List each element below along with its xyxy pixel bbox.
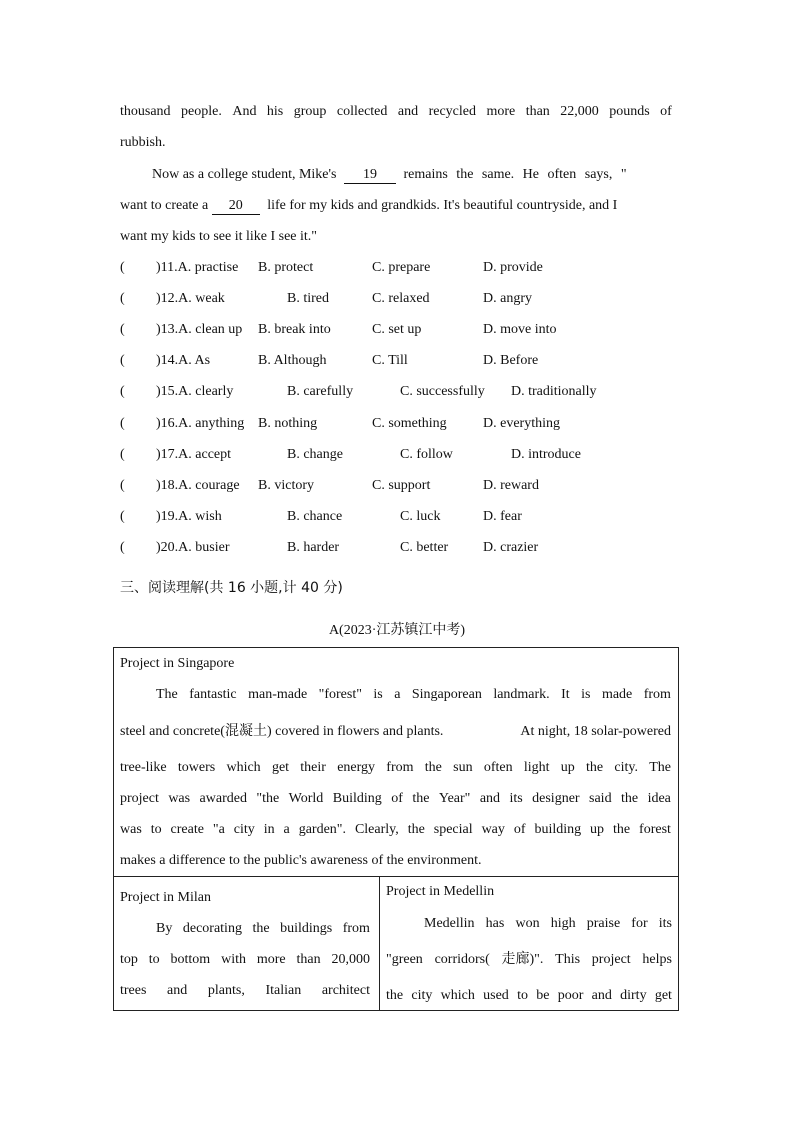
word: from bbox=[643, 687, 671, 702]
word: By bbox=[156, 921, 173, 936]
passage-text: life for my kids and grandkids. It's beautiful countryside, and I bbox=[267, 198, 618, 213]
word: forest bbox=[639, 822, 671, 837]
word: way bbox=[481, 822, 505, 837]
singapore-line bbox=[120, 821, 671, 839]
word: garden". bbox=[298, 822, 347, 837]
word: a bbox=[283, 822, 290, 837]
word: corridors( bbox=[434, 952, 490, 967]
option-d: D. everything bbox=[483, 415, 560, 431]
word: said bbox=[589, 791, 612, 806]
word: won bbox=[515, 916, 540, 931]
word: with bbox=[221, 952, 246, 967]
passage-line-1 bbox=[120, 103, 672, 121]
milan-title: Project in Milan bbox=[120, 890, 211, 905]
word: be bbox=[536, 988, 550, 1003]
option-d: D. crazier bbox=[483, 539, 539, 555]
word: steel and concrete(混凝土) covered in flowers and plants. bbox=[120, 724, 444, 739]
word: which bbox=[440, 988, 475, 1003]
word: more bbox=[256, 952, 286, 967]
word: the bbox=[424, 760, 442, 775]
section-heading: 三、阅读理解(共 16 小题,计 40 分) bbox=[120, 580, 343, 596]
word: in bbox=[263, 822, 275, 837]
word: their bbox=[300, 760, 326, 775]
option-c: C. follow bbox=[400, 446, 453, 462]
option-b: B. change bbox=[287, 446, 343, 462]
option-a: )20.A. busier bbox=[156, 539, 230, 555]
option-b: B. harder bbox=[287, 539, 340, 555]
milan-line bbox=[156, 920, 370, 938]
word: "the bbox=[256, 791, 280, 806]
word: "forest" bbox=[318, 687, 362, 702]
word: used bbox=[483, 988, 509, 1003]
passage-text: remains the same. He often says, " bbox=[403, 167, 627, 182]
option-c: C. Till bbox=[372, 353, 408, 369]
word: man-made bbox=[248, 687, 308, 702]
word: made bbox=[601, 687, 633, 702]
word: from bbox=[342, 921, 370, 936]
word: light bbox=[523, 760, 550, 775]
word: And bbox=[232, 104, 257, 119]
word: building bbox=[534, 822, 582, 837]
answer-paren: ( bbox=[120, 415, 125, 431]
word: to bbox=[517, 988, 528, 1003]
option-b: B. chance bbox=[287, 508, 343, 524]
option-b: B. nothing bbox=[258, 415, 318, 431]
answer-paren: ( bbox=[120, 446, 125, 462]
word: landmark. bbox=[493, 687, 550, 702]
blank-19: 19 bbox=[344, 167, 396, 184]
word: than bbox=[296, 952, 321, 967]
option-d: D. provide bbox=[483, 260, 543, 275]
word: create bbox=[170, 822, 204, 837]
word: praise bbox=[586, 916, 621, 931]
singapore-line bbox=[120, 790, 671, 808]
option-a: )16.A. anything bbox=[156, 415, 245, 431]
word: was bbox=[120, 822, 142, 837]
word: to bbox=[148, 952, 160, 967]
word: idea bbox=[647, 791, 671, 806]
word: often bbox=[483, 760, 513, 775]
option-c: C. prepare bbox=[372, 260, 431, 275]
word: people. bbox=[181, 104, 222, 119]
word: Singaporean bbox=[411, 687, 482, 702]
word: bottom bbox=[170, 952, 211, 967]
option-c: C. relaxed bbox=[372, 291, 430, 307]
answer-paren: ( bbox=[120, 539, 125, 555]
word: 走廊)". bbox=[501, 952, 544, 967]
word: city bbox=[411, 988, 433, 1003]
word: project bbox=[120, 791, 159, 806]
passage-line-2: rubbish. bbox=[120, 135, 166, 150]
milan-line bbox=[120, 982, 370, 1000]
word: The bbox=[156, 687, 178, 702]
word: up bbox=[560, 760, 575, 775]
word: city. bbox=[614, 760, 638, 775]
word: Medellin bbox=[424, 916, 475, 931]
word: of bbox=[391, 791, 403, 806]
option-b: B. Although bbox=[258, 353, 327, 369]
word: his bbox=[266, 104, 284, 119]
projects-table bbox=[113, 647, 679, 1011]
passage-text: want to create a bbox=[120, 198, 209, 213]
option-b: B. break into bbox=[258, 322, 331, 338]
word: plants, bbox=[207, 983, 245, 998]
option-c: C. better bbox=[400, 539, 449, 555]
option-b: B. protect bbox=[258, 260, 314, 275]
option-a: )11.A. practise bbox=[156, 260, 239, 275]
word: project bbox=[591, 952, 631, 967]
word: get bbox=[654, 988, 672, 1003]
option-a: )18.A. courage bbox=[156, 477, 240, 493]
word: tree-like bbox=[120, 760, 167, 775]
word: 22,000 bbox=[560, 104, 599, 119]
word: thousand bbox=[120, 104, 171, 119]
option-b: B. victory bbox=[258, 477, 314, 493]
option-a: )12.A. weak bbox=[156, 291, 225, 307]
word: trees bbox=[120, 983, 147, 998]
singapore-line bbox=[156, 686, 671, 704]
word: recycled bbox=[428, 104, 476, 119]
milan-line bbox=[120, 951, 370, 969]
option-c: C. something bbox=[372, 415, 447, 431]
word: a bbox=[394, 687, 401, 702]
option-d: D. move into bbox=[483, 322, 557, 338]
word: energy bbox=[337, 760, 376, 775]
option-a: )19.A. wish bbox=[156, 508, 222, 524]
word: the bbox=[252, 921, 270, 936]
word: collected bbox=[336, 104, 388, 119]
answer-paren: ( bbox=[120, 384, 125, 400]
word: and bbox=[479, 791, 501, 806]
word: This bbox=[555, 952, 581, 967]
option-d: D. reward bbox=[483, 477, 539, 493]
option-c: C. successfully bbox=[400, 384, 485, 400]
word: towers bbox=[177, 760, 216, 775]
option-d: D. traditionally bbox=[511, 384, 597, 400]
option-c: C. support bbox=[372, 477, 431, 493]
word: for bbox=[631, 916, 648, 931]
word: "green bbox=[386, 952, 423, 967]
word: group bbox=[293, 104, 327, 119]
option-a: )13.A. clean up bbox=[156, 322, 243, 338]
medellin-title: Project in Medellin bbox=[386, 884, 495, 899]
table-divider bbox=[379, 876, 380, 1011]
word: the bbox=[621, 791, 639, 806]
word: the bbox=[586, 760, 604, 775]
word: helps bbox=[642, 952, 672, 967]
word: awarded bbox=[199, 791, 247, 806]
word: fantastic bbox=[189, 687, 237, 702]
word: Year" bbox=[438, 791, 471, 806]
word: was bbox=[168, 791, 191, 806]
option-d: D. Before bbox=[483, 353, 539, 369]
word: buildings bbox=[280, 921, 333, 936]
option-a: )17.A. accept bbox=[156, 446, 232, 462]
word: the bbox=[612, 822, 631, 837]
word: designer bbox=[532, 791, 580, 806]
answer-paren: ( bbox=[120, 322, 125, 338]
passage-a-title: A(2023·江苏镇江中考) bbox=[328, 623, 466, 638]
answer-paren: ( bbox=[120, 260, 125, 275]
word: its bbox=[658, 916, 672, 931]
word: dirty bbox=[620, 988, 647, 1003]
word: has bbox=[485, 916, 505, 931]
word: to bbox=[150, 822, 162, 837]
word: its bbox=[509, 791, 523, 806]
singapore-line bbox=[120, 759, 671, 777]
option-a: )15.A. clearly bbox=[156, 384, 234, 400]
singapore-title: Project in Singapore bbox=[120, 656, 235, 671]
singapore-line: makes a difference to the public's awareness of the environment. bbox=[120, 853, 482, 868]
word: It bbox=[561, 687, 570, 702]
passage-line-4 bbox=[120, 197, 672, 215]
answer-paren: ( bbox=[120, 477, 125, 493]
word: architect bbox=[321, 983, 370, 998]
word: the bbox=[386, 988, 404, 1003]
word: city bbox=[233, 822, 255, 837]
option-d: D. fear bbox=[483, 508, 522, 524]
word: and bbox=[591, 988, 612, 1003]
option-c: C. luck bbox=[400, 508, 441, 524]
word: 20,000 bbox=[331, 952, 370, 967]
option-b: B. tired bbox=[287, 291, 329, 307]
passage-line-3 bbox=[120, 166, 672, 184]
medellin-line bbox=[424, 915, 672, 933]
option-a: )14.A. As bbox=[156, 353, 211, 369]
word: than bbox=[525, 104, 550, 119]
table-divider bbox=[114, 876, 678, 877]
word: high bbox=[550, 916, 576, 931]
word: sun bbox=[453, 760, 473, 775]
word: Italian bbox=[265, 983, 302, 998]
word: the bbox=[407, 822, 425, 837]
passage-line-5: want my kids to see it like I see it." bbox=[120, 229, 318, 244]
word: of bbox=[513, 822, 526, 837]
word: "a bbox=[212, 822, 225, 837]
word: and bbox=[397, 104, 419, 119]
word: The bbox=[649, 760, 671, 775]
word: from bbox=[386, 760, 414, 775]
passage-text: Now as a college student, Mike's bbox=[152, 167, 337, 182]
word: up bbox=[590, 822, 605, 837]
word: Clearly, bbox=[354, 822, 399, 837]
blank-20: 20 bbox=[212, 198, 260, 215]
answer-paren: ( bbox=[120, 291, 125, 307]
word: which bbox=[226, 760, 261, 775]
word: Building bbox=[332, 791, 382, 806]
word: more bbox=[486, 104, 516, 119]
word: World bbox=[288, 791, 324, 806]
option-d: D. introduce bbox=[511, 446, 581, 462]
singapore-line bbox=[120, 723, 671, 741]
option-c: C. set up bbox=[372, 322, 422, 338]
answer-paren: ( bbox=[120, 353, 125, 369]
word: and bbox=[167, 983, 188, 998]
medellin-line bbox=[386, 987, 672, 1005]
word: is bbox=[581, 687, 591, 702]
option-d: D. angry bbox=[483, 291, 532, 307]
word: At night, 18 solar-powered bbox=[520, 724, 671, 739]
word: decorating bbox=[182, 921, 242, 936]
word: get bbox=[271, 760, 290, 775]
word: special bbox=[433, 822, 473, 837]
medellin-line bbox=[386, 951, 672, 969]
word: is bbox=[373, 687, 383, 702]
word: poor bbox=[557, 988, 584, 1003]
answer-paren: ( bbox=[120, 508, 125, 524]
option-b: B. carefully bbox=[287, 384, 354, 400]
word: top bbox=[120, 952, 138, 967]
word: the bbox=[412, 791, 430, 806]
word: of bbox=[660, 104, 672, 119]
word: pounds bbox=[609, 104, 650, 119]
